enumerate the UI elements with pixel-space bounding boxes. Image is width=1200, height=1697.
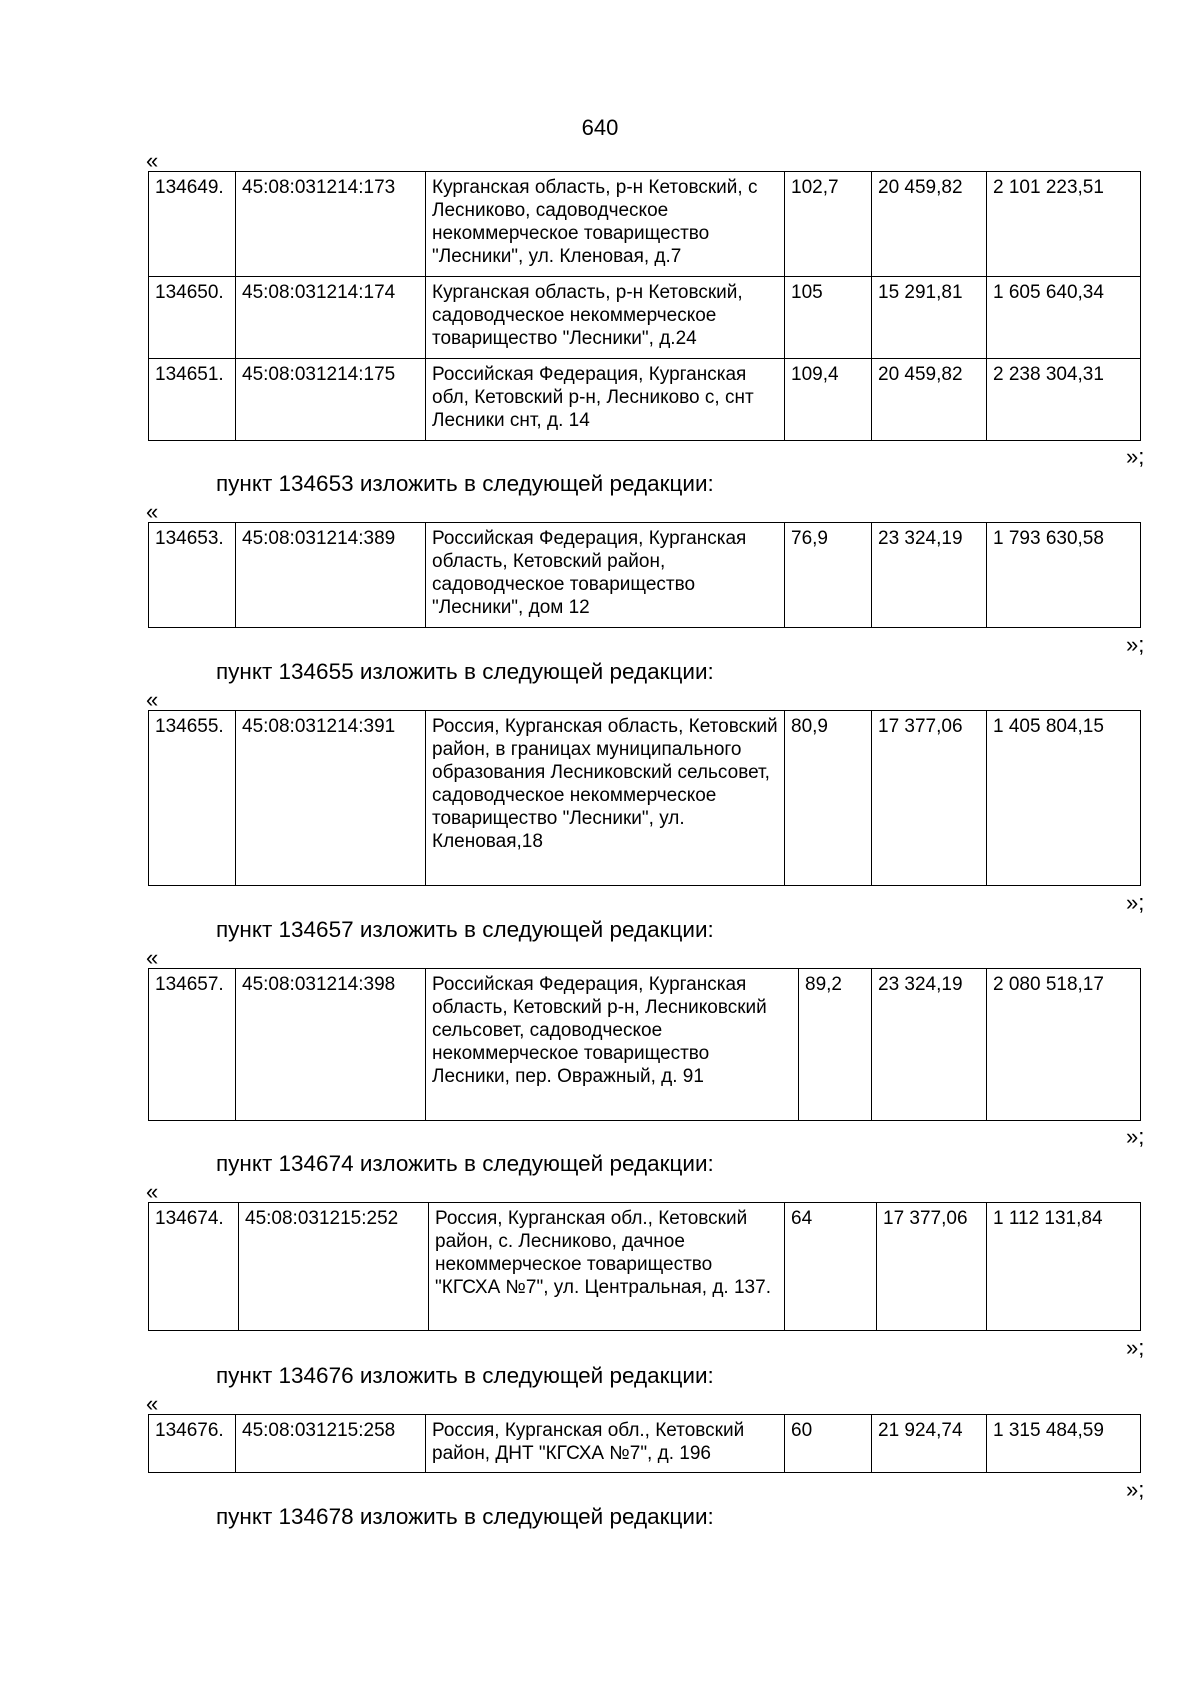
registry-table — [148, 522, 1141, 628]
cadastral-number: 45:08:031214:389 — [236, 523, 426, 628]
table-row — [149, 277, 1141, 359]
row-number: 134657. — [149, 969, 236, 1121]
unit-value: 20 459,82 — [872, 172, 987, 277]
registry-table — [148, 710, 1141, 886]
open-quote: « — [146, 687, 159, 712]
area: 60 — [785, 1415, 872, 1473]
cadastral-number: 45:08:031214:173 — [236, 172, 426, 277]
row-number: 134650. — [149, 277, 236, 359]
row-number: 134649. — [149, 172, 236, 277]
cadastral-value: 1 112 131,84 — [987, 1203, 1141, 1331]
open-quote: « — [146, 1179, 159, 1204]
row-number: 134651. — [149, 359, 236, 441]
registry-table — [148, 171, 1141, 441]
page-number: 640 — [581, 115, 619, 140]
unit-value: 17 377,06 — [877, 1203, 987, 1331]
area: 105 — [785, 277, 872, 359]
table-row — [149, 711, 1141, 886]
area: 80,9 — [785, 711, 872, 886]
amendment-paragraph: пункт 134678 изложить в следующей редакции: — [216, 1504, 714, 1529]
table-row — [149, 359, 1141, 441]
address: Российская Федерация, Курганская область, Кетовский р-н, Лесниковский сельсовет, садоводческое некоммерческое товарищество Лесники, пер. Овражный, д. 91 — [426, 969, 799, 1121]
area: 109,4 — [785, 359, 872, 441]
address: Курганская область, р-н Кетовский, садоводческое некоммерческое товарищество "Лесники", д.24 — [426, 277, 785, 359]
amendment-paragraph: пункт 134674 изложить в следующей редакции: — [216, 1151, 714, 1176]
amendment-paragraph: пункт 134676 изложить в следующей редакции: — [216, 1363, 714, 1388]
close-quote: »; — [1126, 890, 1145, 915]
open-quote: « — [146, 148, 159, 173]
row-number: 134674. — [149, 1203, 239, 1331]
registry-table — [148, 1202, 1141, 1331]
address: Российская Федерация, Курганская обл, Кетовский р-н, Лесниково с, снт Лесники снт, д. 14 — [426, 359, 785, 441]
unit-value: 17 377,06 — [872, 711, 987, 886]
open-quote: « — [146, 945, 159, 970]
registry-table — [148, 968, 1141, 1121]
open-quote: « — [146, 499, 159, 524]
unit-value: 23 324,19 — [872, 969, 987, 1121]
amendment-paragraph: пункт 134655 изложить в следующей редакции: — [216, 659, 714, 684]
row-number: 134655. — [149, 711, 236, 886]
cadastral-value: 2 238 304,31 — [987, 359, 1141, 441]
cadastral-number: 45:08:031214:174 — [236, 277, 426, 359]
unit-value: 23 324,19 — [872, 523, 987, 628]
table-row — [149, 172, 1141, 277]
address: Российская Федерация, Курганская область, Кетовский район, садоводческое товарищество "Лесники", дом 12 — [426, 523, 785, 628]
cadastral-number: 45:08:031214:175 — [236, 359, 426, 441]
unit-value: 21 924,74 — [872, 1415, 987, 1473]
cadastral-value: 1 793 630,58 — [987, 523, 1141, 628]
close-quote: »; — [1126, 1124, 1145, 1149]
cadastral-value: 2 101 223,51 — [987, 172, 1141, 277]
area: 76,9 — [785, 523, 872, 628]
table-row — [149, 969, 1141, 1121]
close-quote: »; — [1126, 444, 1145, 469]
address: Россия, Курганская обл., Кетовский район, с. Лесниково, дачное некоммерческое товарищество "КГСХА №7", ул. Центральная, д. 137. — [429, 1203, 785, 1331]
area: 102,7 — [785, 172, 872, 277]
amendment-paragraph: пункт 134657 изложить в следующей редакции: — [216, 917, 714, 942]
open-quote: « — [146, 1391, 159, 1416]
close-quote: »; — [1126, 1335, 1145, 1360]
area: 89,2 — [799, 969, 872, 1121]
registry-table — [148, 1414, 1141, 1473]
unit-value: 20 459,82 — [872, 359, 987, 441]
cadastral-number: 45:08:031215:252 — [239, 1203, 429, 1331]
close-quote: »; — [1126, 632, 1145, 657]
row-number: 134676. — [149, 1415, 236, 1473]
row-number: 134653. — [149, 523, 236, 628]
cadastral-value: 1 315 484,59 — [987, 1415, 1141, 1473]
address: Россия, Курганская область, Кетовский район, в границах муниципального образования Лесниковский сельсовет, садоводческое некоммерческое товарищество "Лесники", ул. Кленовая,18 — [426, 711, 785, 886]
table-row — [149, 1415, 1141, 1473]
cadastral-value: 2 080 518,17 — [987, 969, 1141, 1121]
cadastral-value: 1 605 640,34 — [987, 277, 1141, 359]
cadastral-number: 45:08:031215:258 — [236, 1415, 426, 1473]
cadastral-value: 1 405 804,15 — [987, 711, 1141, 886]
area: 64 — [785, 1203, 877, 1331]
cadastral-number: 45:08:031214:391 — [236, 711, 426, 886]
close-quote: »; — [1126, 1477, 1145, 1502]
cadastral-number: 45:08:031214:398 — [236, 969, 426, 1121]
address: Курганская область, р-н Кетовский, с Лесниково, садоводческое некоммерческое товарищество "Лесники", ул. Кленовая, д.7 — [426, 172, 785, 277]
unit-value: 15 291,81 — [872, 277, 987, 359]
amendment-paragraph: пункт 134653 изложить в следующей редакции: — [216, 471, 714, 496]
table-row — [149, 1203, 1141, 1331]
table-row — [149, 523, 1141, 628]
address: Россия, Курганская обл., Кетовский район, ДНТ "КГСХА №7", д. 196 — [426, 1415, 785, 1473]
